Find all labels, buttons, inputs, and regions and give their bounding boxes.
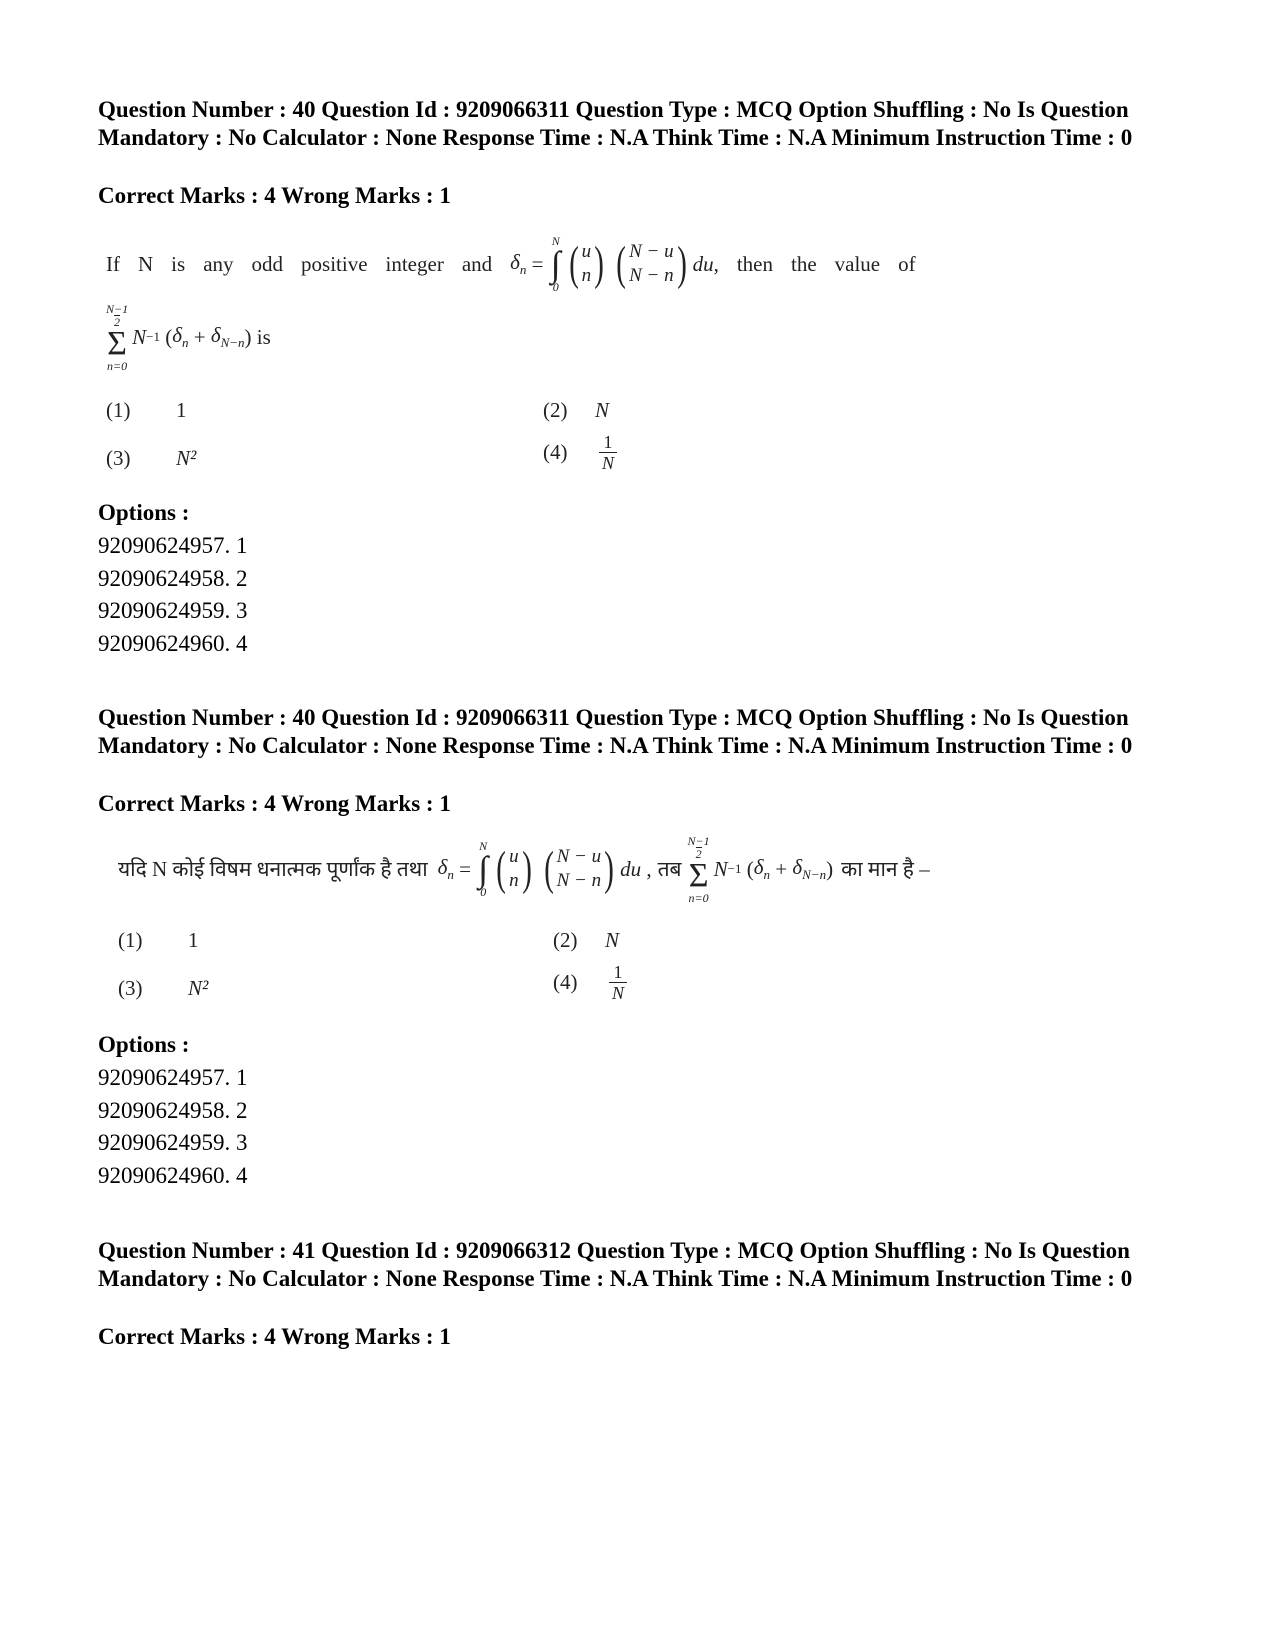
- sum-expression: N−1 2 Σ n=0 N −1 ( $\delta_n$ + $\delta_{N-n}$ ): [687, 833, 834, 905]
- answer-choice-1: [118, 928, 199, 953]
- question-word: N: [138, 251, 154, 276]
- sum-suffix: is: [256, 324, 271, 349]
- choice-label: (3): [118, 976, 143, 1000]
- choice-label: (2): [543, 398, 568, 422]
- choice-value: $\frac{1}{N}$: [599, 432, 617, 473]
- question-word: integer: [385, 251, 444, 276]
- choice-label: (4): [543, 440, 568, 464]
- delta-definition: $\delta_n$ = N ∫ 0 ( u n ) ( N − u N − n ) du ,: [510, 234, 719, 294]
- option-item: 92090624957. 1: [98, 533, 248, 558]
- answer-choice-2: [553, 928, 619, 953]
- question-line-hindi: [118, 828, 930, 910]
- choice-label: (1): [118, 928, 143, 952]
- hindi-lead-text: यदि N कोई विषम धनात्मक पूर्णांक है तथा: [118, 857, 428, 881]
- answer-choice-3: [118, 976, 208, 1001]
- choice-label: (3): [106, 446, 131, 470]
- sum-expression: N−1 2 Σ n=0 N −1 ( $\delta_n$ + $\delta_{N-n}$ ) is: [106, 301, 271, 373]
- choice-value: N²: [188, 976, 209, 1000]
- answer-choice-1: [106, 398, 187, 423]
- question-marks: Correct Marks : 4 Wrong Marks : 1: [98, 183, 451, 208]
- question-word: is: [171, 251, 186, 276]
- choice-label: (4): [553, 970, 578, 994]
- answer-choice-3: [106, 446, 196, 471]
- question-meta: Question Number : 40 Question Id : 9209066311 Question Type : MCQ Option Shuffling : No Is Question Mandatory : No Calculator : None Response Time : N.A Think Time : N.A Minimum Instruction Time : 0: [98, 97, 1133, 150]
- question-word: of: [898, 251, 916, 276]
- question-word: then: [736, 251, 773, 276]
- question-marks: Correct Marks : 4 Wrong Marks : 1: [98, 1324, 451, 1349]
- question-line-1: [106, 232, 934, 296]
- choice-value: N: [595, 398, 610, 422]
- question-meta: Question Number : 41 Question Id : 9209066312 Question Type : MCQ Option Shuffling : No Is Question Mandatory : No Calculator : None Response Time : N.A Think Time : N.A Minimum Instruction Time : 0: [98, 1238, 1133, 1291]
- answer-choice-4: [543, 432, 621, 473]
- option-item: 92090624960. 4: [98, 631, 248, 656]
- options-heading: Options :: [98, 500, 190, 525]
- question-word: odd: [251, 251, 284, 276]
- answer-choice-2: [543, 398, 609, 423]
- option-item: 92090624958. 2: [98, 566, 248, 591]
- question-meta: Question Number : 40 Question Id : 9209066311 Question Type : MCQ Option Shuffling : No Is Question Mandatory : No Calculator : None Response Time : N.A Think Time : N.A Minimum Instruction Time : 0: [98, 705, 1133, 758]
- delta-definition: $\delta_n$ = N ∫ 0 ( u n ) ( N − u N − n ) du ,: [437, 839, 652, 899]
- choice-value: N: [605, 928, 620, 952]
- question-word: If: [106, 251, 120, 276]
- choice-value: 1: [176, 398, 187, 422]
- option-item: 92090624959. 3: [98, 598, 248, 623]
- hindi-mid-text: तब: [657, 857, 682, 881]
- option-item: 92090624958. 2: [98, 1098, 248, 1123]
- question-word: value: [834, 251, 881, 276]
- choice-value: N²: [176, 446, 197, 470]
- option-item: 92090624957. 1: [98, 1065, 248, 1090]
- question-word: the: [790, 251, 817, 276]
- option-item: 92090624959. 3: [98, 1130, 248, 1155]
- choice-label: (2): [553, 928, 578, 952]
- options-heading: Options :: [98, 1032, 190, 1057]
- question-word: any: [203, 251, 234, 276]
- choice-value: 1: [188, 928, 199, 952]
- hindi-tail-text: का मान है –: [841, 857, 930, 881]
- choice-value: $\frac{1}{N}$: [609, 962, 627, 1003]
- answer-choice-4: [553, 962, 631, 1003]
- question-marks: Correct Marks : 4 Wrong Marks : 1: [98, 791, 451, 816]
- option-item: 92090624960. 4: [98, 1163, 248, 1188]
- question-word: and: [461, 251, 493, 276]
- choice-label: (1): [106, 398, 131, 422]
- question-line-2: [106, 302, 271, 372]
- question-word: positive: [301, 251, 368, 276]
